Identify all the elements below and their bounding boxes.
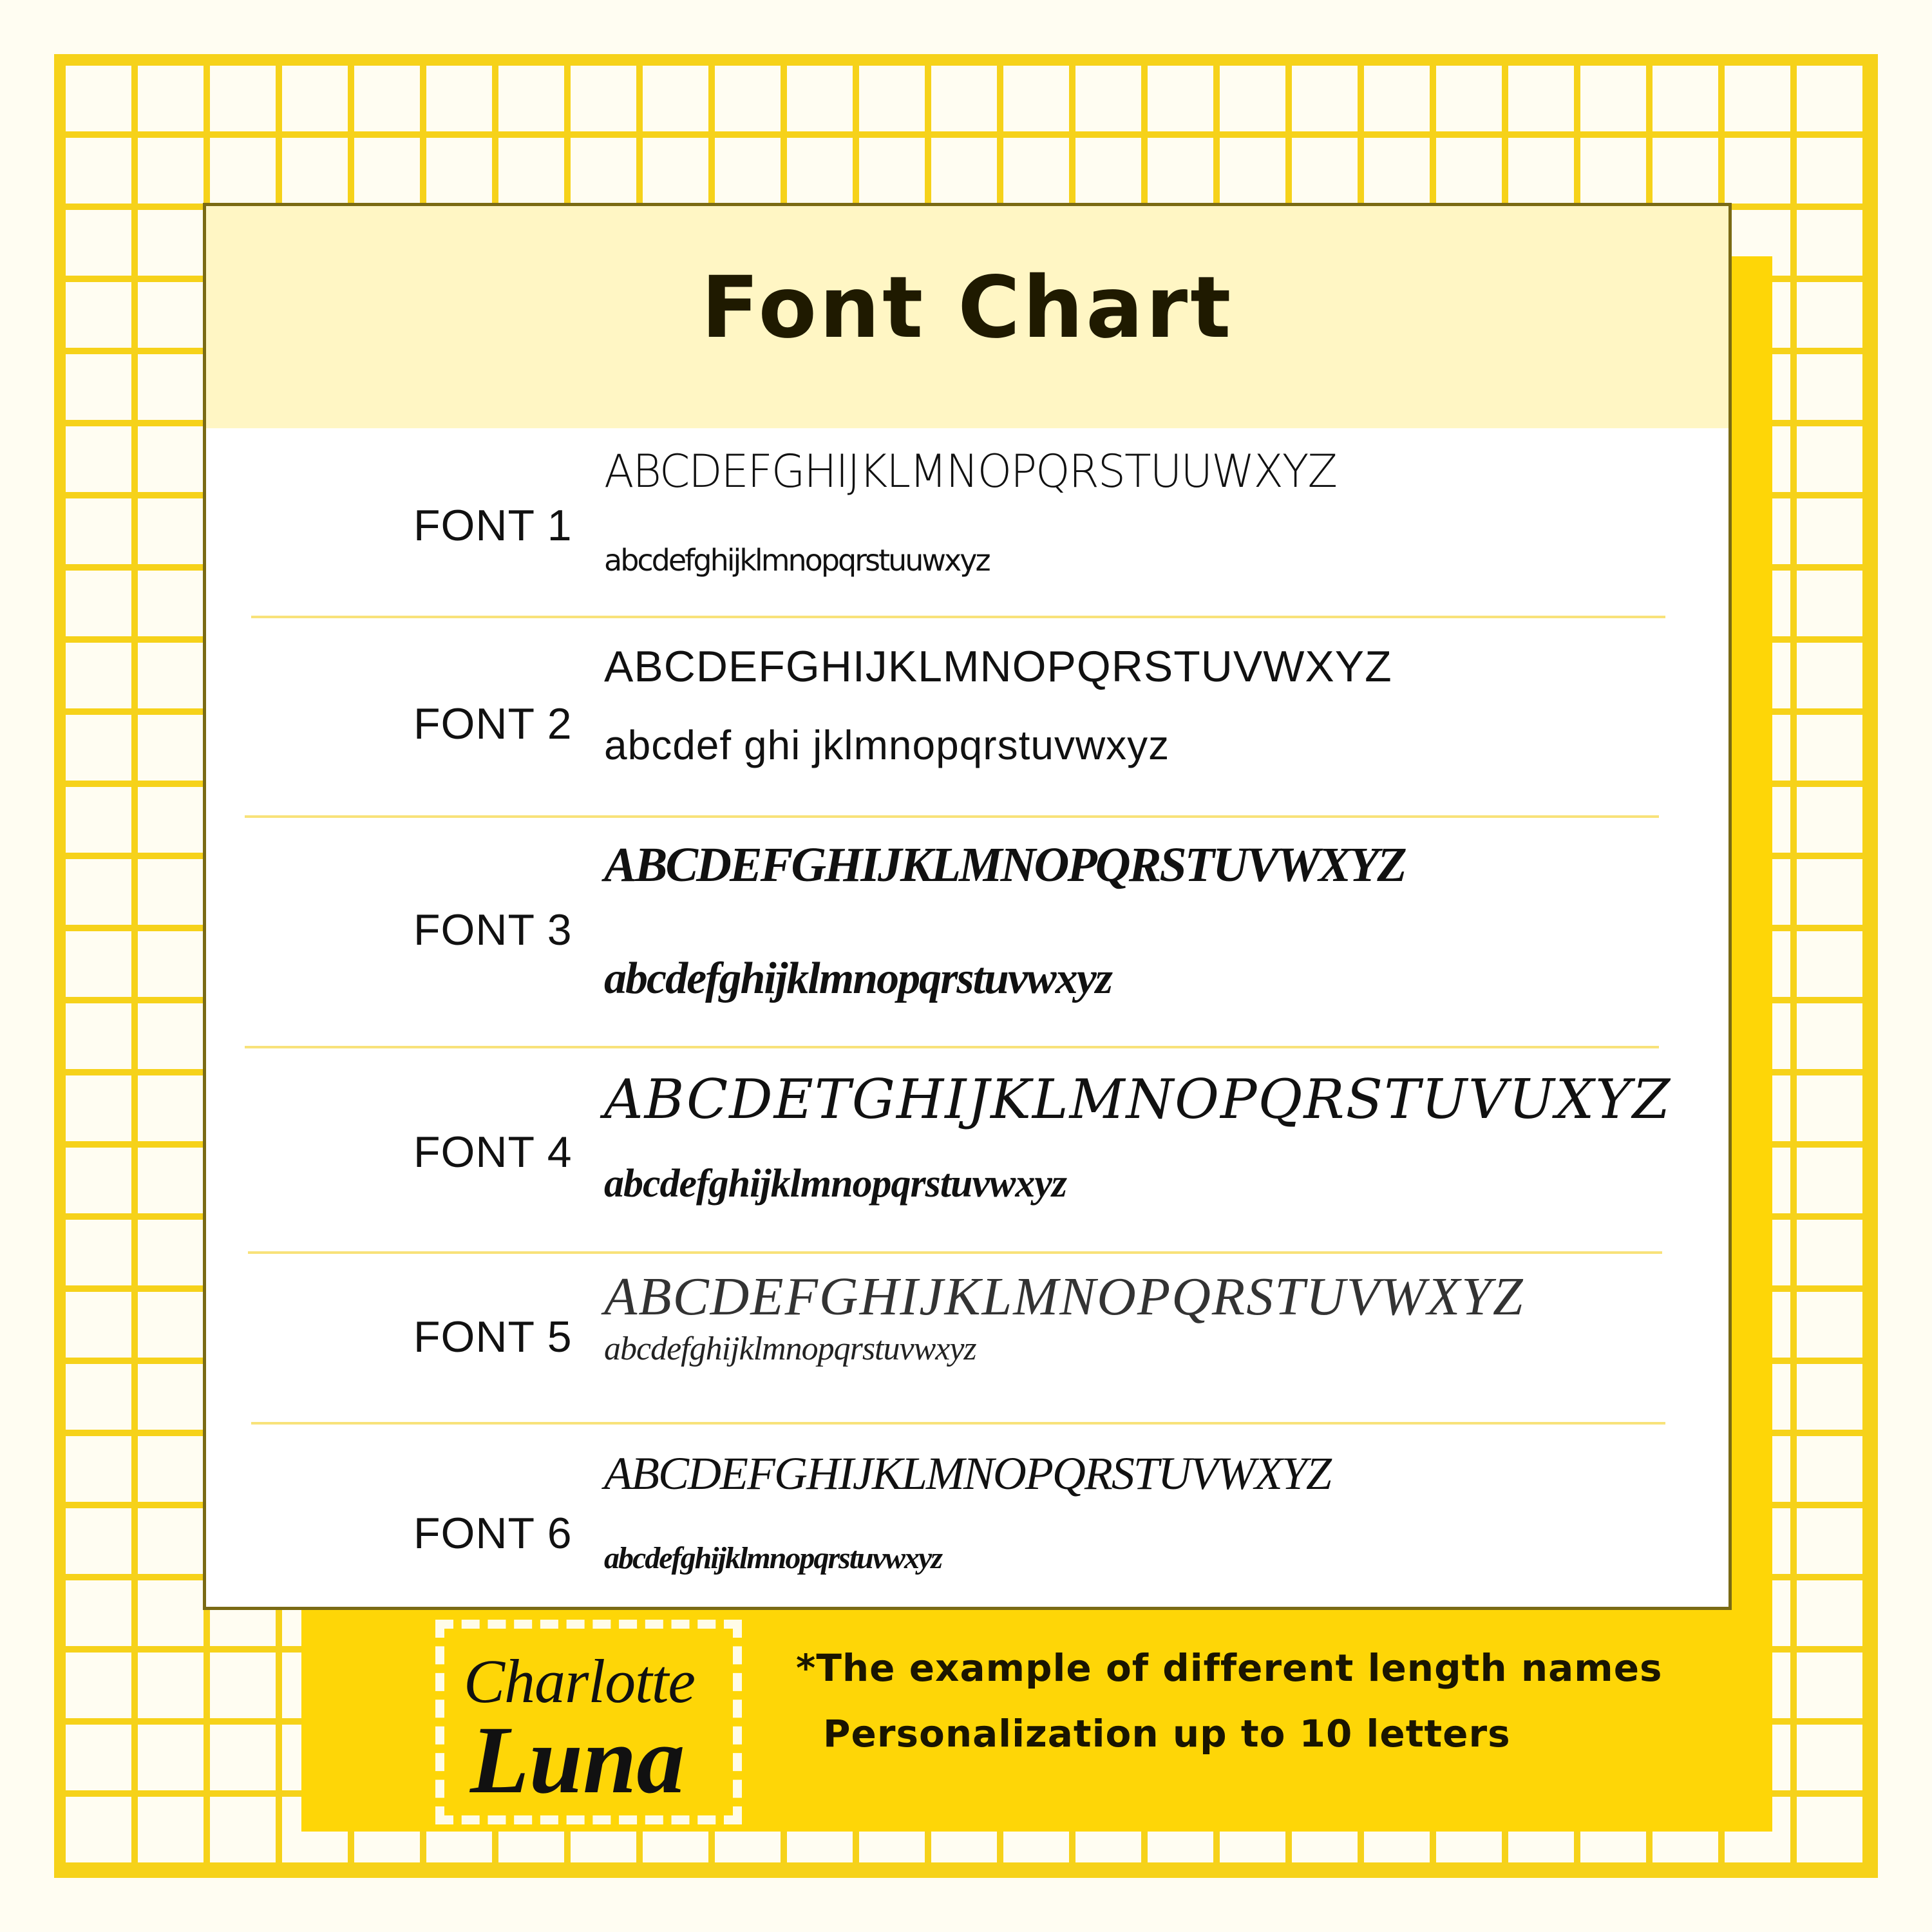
font-label: FONT 4 — [413, 1128, 573, 1177]
font-sample-uppercase: ABCDEFGHIJKLMNOPQRSTUVWXYZ — [604, 1448, 1331, 1499]
font-sample-lowercase: abcdefghijklmnopqrstuvwxyz — [604, 954, 1112, 1003]
font-sample-lowercase: abcdefghijklmnopqrstuvwxyz — [604, 1331, 976, 1367]
font-sample-uppercase: ABCDETGHIJKLMNOPQRSTUVUXYZ — [604, 1068, 1672, 1131]
font-chart-card — [203, 203, 1732, 1610]
font-row-2 — [206, 618, 1728, 818]
font-sample-uppercase: ABCDEFGHIJKLMNOPQRSTUVWXYZ — [604, 1267, 1524, 1327]
font-row-6 — [206, 1425, 1728, 1608]
logo-line-1: Charlotte — [464, 1647, 696, 1716]
font-sample-uppercase: ABCDEFGHIJKLMNOPQRSTUVWXYZ — [604, 642, 1392, 691]
font-label: FONT 3 — [413, 905, 573, 954]
note-line-2: Personalization up to 10 letters — [823, 1712, 1511, 1756]
font-sample-lowercase: abcdefghijklmnopqrstuvwxyz — [604, 1162, 1067, 1206]
font-row-3 — [206, 818, 1728, 1050]
name-example-logo — [435, 1620, 742, 1824]
font-row-4 — [206, 1048, 1728, 1255]
font-sample-uppercase: ABCDEFGHIJKLMNOPQRSTUVWXYZ — [604, 838, 1405, 892]
font-sample-uppercase: ABCDEFGHIJKLMNOPQRSTUUWXYZ — [604, 445, 1337, 498]
card-header — [206, 206, 1728, 428]
font-sample-lowercase: abcdefghijklmnopqrstuuwxyz — [604, 543, 989, 578]
font-row-5 — [206, 1254, 1728, 1425]
font-label: FONT 2 — [413, 699, 573, 748]
font-label: FONT 6 — [413, 1509, 573, 1558]
note-line-1: *The example of different length names — [796, 1646, 1663, 1690]
font-sample-lowercase: abcdef ghi jklmnopqrstuvwxyz — [604, 722, 1170, 768]
page-title: Font Chart — [701, 258, 1234, 357]
font-sample-lowercase: abcdefghijklmnopqrstuvwxyz — [604, 1541, 942, 1575]
font-label: FONT 5 — [413, 1312, 573, 1361]
logo-line-2: Luna — [470, 1707, 685, 1814]
font-row-1 — [206, 428, 1728, 628]
font-label: FONT 1 — [413, 501, 573, 550]
